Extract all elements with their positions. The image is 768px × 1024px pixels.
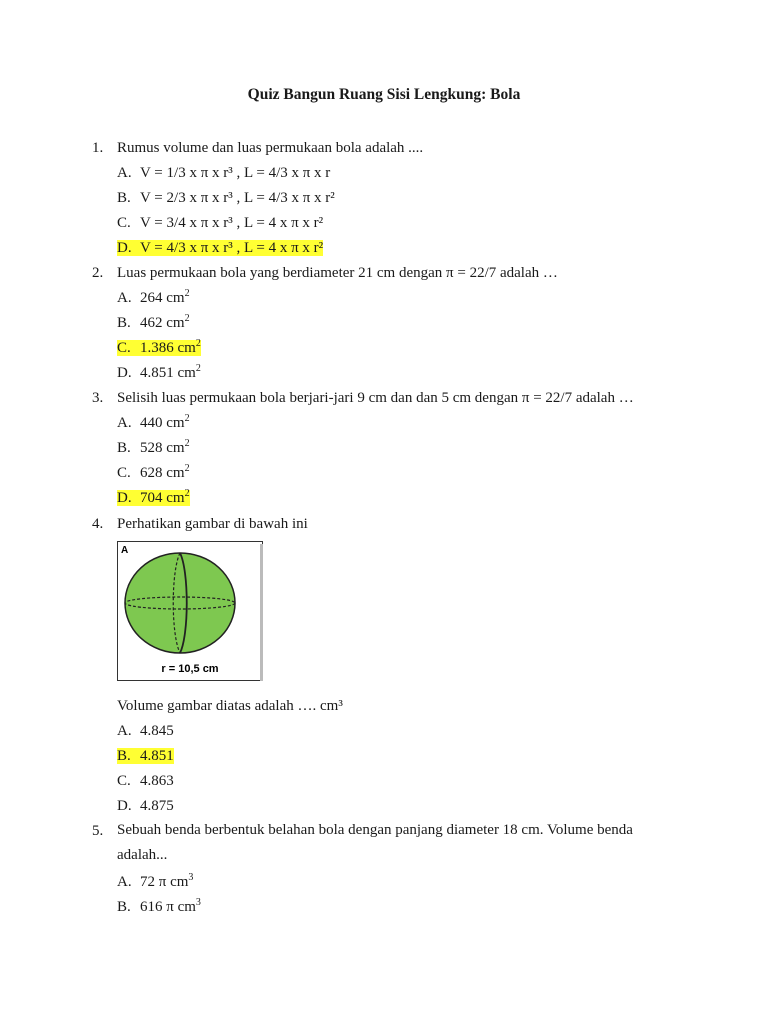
sphere-diagram (117, 541, 263, 681)
q1-option-c: C. V = 3/4 x π x r³ , L = 4 x π x r² (117, 215, 324, 231)
question-2-text: Luas permukaan bola yang berdiameter 21 cm dengan π = 22/7 adalah … (117, 265, 558, 281)
q4-option-c: C. 4.863 (117, 773, 174, 789)
sphere-figure (117, 541, 263, 681)
figure-caption: r = 10,5 cm (161, 663, 219, 675)
q1-option-a: A. V = 1/3 x π x r³ , L = 4/3 x π x r (117, 165, 331, 181)
question-1-text: Rumus volume dan luas permukaan bola adalah .... (117, 140, 424, 156)
q3-option-c: C. 628 $cm^2$ (117, 463, 190, 481)
question-4-text: Perhatikan gambar di bawah ini (117, 516, 308, 532)
q3-option-b: B. 528 $cm^2$ (117, 438, 190, 456)
question-number: 1. (92, 140, 104, 156)
q3-option-a: A. 440 $cm^2$ (117, 413, 190, 431)
q4-option-d: D. 4.875 (117, 798, 174, 814)
q1-option-b: B. V = 2/3 x π x r³ , L = 4/3 x π x r² (117, 190, 335, 206)
question-number: 2. (92, 265, 104, 281)
q4-option-b-answer: B. 4.851 (117, 748, 174, 764)
q2-option-c-answer: C. 1.386 $cm^2$ (117, 338, 201, 356)
question-number: 5. (92, 823, 104, 839)
q5-option-a: A. 72 π $cm^3$ (117, 872, 194, 890)
question-number: 3. (92, 390, 104, 406)
question-number: 4. (92, 516, 104, 532)
q5-option-b: B. 616 π $cm^3$ (117, 897, 201, 915)
question-4-subtext: Volume gambar diatas adalah …. cm³ (117, 698, 343, 714)
figure-label: A (121, 545, 129, 556)
q2-option-b: B. 462 $cm^2$ (117, 313, 190, 331)
q2-option-d: D. 4.851 $cm^2$ (117, 363, 201, 381)
q3-option-d-answer: D. 704 $cm^2$ (117, 488, 190, 506)
question-5-text: Sebuah benda berbentuk belahan bola dengan panjang diameter 18 cm. Volume benda adalah... (117, 822, 633, 863)
q1-option-d-answer: D. V = 4/3 x π x r³ , L = 4 x π x r² (117, 240, 324, 256)
q2-option-a: A. 264 $cm^2$ (117, 288, 190, 306)
question-3-text: Selisih luas permukaan bola berjari-jari 9 cm dan dan 5 cm dengan π = 22/7 adalah … (117, 390, 634, 406)
q4-option-a: A. 4.845 (117, 723, 174, 739)
sphere-shape (125, 553, 235, 653)
quiz-title: Quiz Bangun Ruang Sisi Lengkung: Bola (247, 86, 521, 103)
